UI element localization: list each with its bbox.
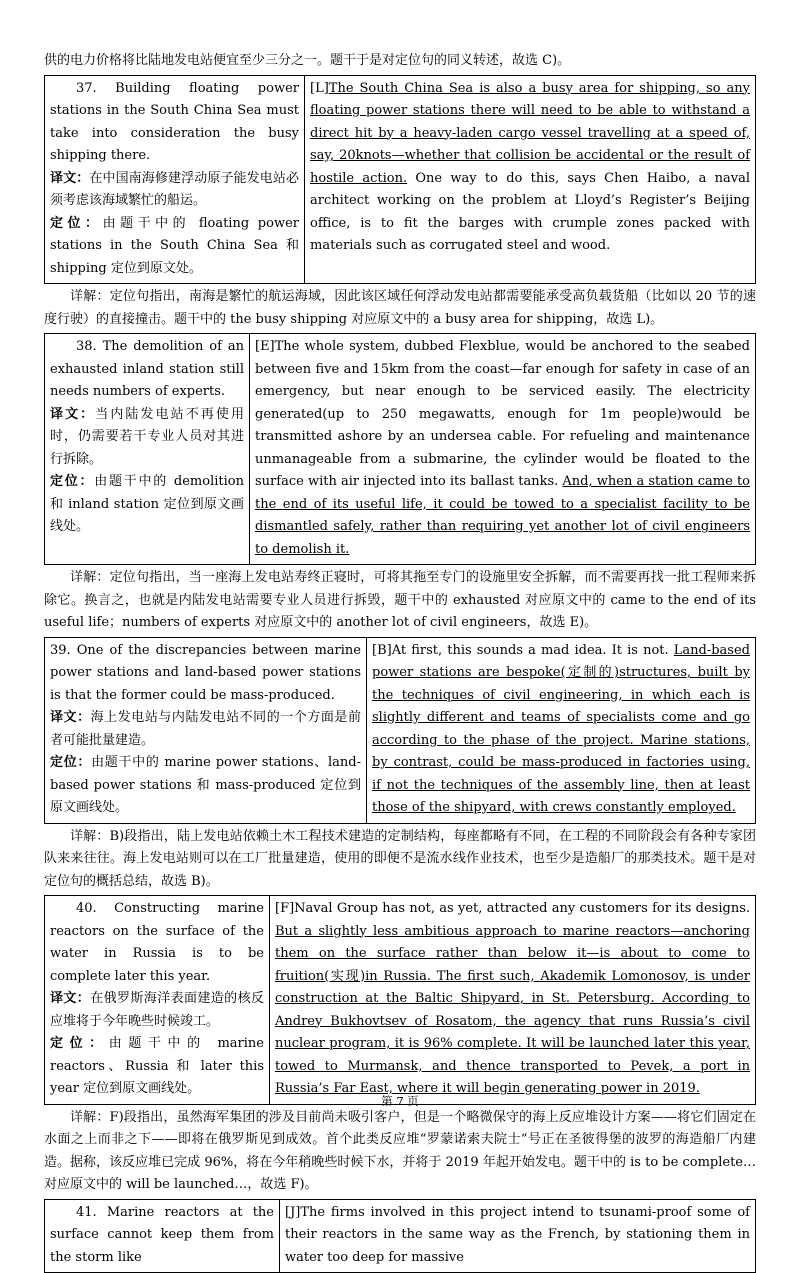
question-cell	[45, 334, 250, 565]
translation-label: 译文：	[50, 710, 91, 725]
passage-segment: [F]Naval Group has not, as yet, attracted any customers for its designs.	[275, 901, 750, 916]
question-cell	[45, 896, 270, 1105]
detail-paragraph	[44, 565, 756, 637]
location-line	[50, 471, 244, 539]
detail-text: 定位句指出，当一座海上发电站寿终正寝时，可将其拖至专门的设施里安全拆解，而不需要再找一批工程师来拆除它。换言之，也就是内陆发电站需要专业人员进行拆毁，题干中的 exhausted 对应原文中的 came to the end of its useful life；numbers of experts 对应原文中的 another lot of civil engineers，故选 E)。	[44, 570, 756, 630]
continued-paragraph: 供的电力价格将比陆地发电站便宜至少三分之一。题干于是对定位句的同义转述，故选 C)。	[44, 48, 756, 75]
passage-cell	[280, 1199, 756, 1273]
passage-segment: [J]The firms involved in this project intend to tsunami-proof some of their reactors in the same way as the French, by stationing them in water too deep for massive	[285, 1205, 750, 1265]
question-cell	[45, 75, 305, 284]
detail-label: 详解：	[70, 289, 110, 304]
question-table-38	[44, 333, 756, 565]
question-cell	[45, 1199, 280, 1273]
location-line	[50, 752, 361, 820]
translation-text: 海上发电站与内陆发电站不同的一个方面是前者可能批量建造。	[50, 710, 361, 748]
question-text: 37. Building floating power stations in the South China Sea must take into consideration the busy shipping there.	[50, 78, 299, 168]
translation-label: 译文：	[50, 991, 90, 1006]
passage-segment: [B]At first, this sounds a mad idea. It is not.	[372, 643, 674, 658]
detail-label: 详解：	[70, 829, 110, 844]
detail-paragraph	[44, 1105, 756, 1199]
passage-segment: One way to do this, says Chen Haibo, a naval architect working on the problem at Lloyd’s Register’s Beijing office, is to fit the barges with crumple zones packed with materials such as corrugated steel and wood.	[310, 171, 750, 254]
location-text: 由题干中的 marine power stations、land-based power stations 和 mass-produced 定位到原文画线处。	[50, 755, 361, 815]
passage-cell	[305, 75, 756, 284]
passage-segment: [L]	[310, 81, 329, 96]
detail-paragraph	[44, 284, 756, 333]
location-label: 定位：	[50, 755, 91, 770]
passage-cell	[270, 896, 756, 1105]
translation-text: 在中国南海修建浮动原子能发电站必须考虑该海域繁忙的船运。	[50, 171, 299, 209]
passage-underlined-segment: Land-based power stations are bespoke(定制的)structures, built by the techniques of civil engineering, in which each is slightly different and teams of specialists come and go according to the phase of the project. Marine stations, by contrast, could be mass-produced in factories using, if not the techniques of the assembly line, then at least those of the shipyard, with crews constantly employed.	[372, 643, 750, 816]
location-text: 由题干中的 marine reactors、Russia 和 later this year 定位到原文画线处。	[50, 1036, 264, 1096]
passage-underlined-segment: But a slightly less ambitious approach to marine reactors—anchoring them on the surface rather than below it—is about to come to fruition(实现)in Russia. The first such, Akademik Lomonosov, is under construction at the Baltic Shipyard, in St. Petersburg. According to Andrey Bukhovtsev of Rosatom, the agency that runs Russia’s civil nuclear program, it is 96% complete. It will be launched later this year, towed to Murmansk, and thence transported to Pevek, a port in Russia’s Far East, where it will begin generating power in 2019.	[275, 924, 750, 1097]
detail-text: 定位句指出，南海是繁忙的航运海域，因此该区域任何浮动发电站都需要能承受高负载货船（比如以 20 节的速度行驶）的直接撞击。题干中的 the busy shipping 对应原文中的 a busy area for shipping，故选 L)。	[44, 289, 756, 327]
page-number: 第 7 页	[0, 1090, 800, 1113]
passage-cell	[250, 334, 756, 565]
translation-line	[50, 168, 299, 213]
detail-label: 详解：	[70, 1110, 110, 1125]
location-text: 由题干中的 demolition 和 inland station 定位到原文画线处。	[50, 474, 244, 534]
translation-text: 在俄罗斯海洋表面建造的核反应堆将于今年晚些时候竣工。	[50, 991, 264, 1029]
question-table-37	[44, 75, 756, 285]
location-text: 由题干中的 floating power stations in the South China Sea 和 shipping 定位到原文处。	[50, 216, 299, 276]
detail-text: F)段指出，虽然海军集团的涉及目前尚未吸引客户，但是一个略微保守的海上反应堆设计方案——将它们固定在水面之上而非之下——即将在俄罗斯见到成效。首个此类反应堆“罗蒙诺索夫院士”号正在圣彼得堡的波罗的海造船厂内建造。据称，该反应堆已完成 96%，将在今年稍晚些时候下水，并将于 2019 年起开始发电。题干中的 is to be complete…对应原文中的 will be launched…，故选 F)。	[44, 1110, 756, 1193]
translation-label: 译文：	[50, 171, 89, 186]
translation-line	[50, 404, 244, 472]
question-table-41	[44, 1199, 756, 1273]
translation-line	[50, 988, 264, 1033]
question-text: 39. One of the discrepancies between marine power stations and land-based power stations is that the former could be mass-produced.	[50, 640, 361, 708]
location-label: 定位：	[50, 1036, 109, 1051]
detail-text: B)段指出，陆上发电站依赖土木工程技术建造的定制结构，每座都略有不同，在工程的不同阶段会有各种专家团队来来往往。海上发电站则可以在工厂批量建造，使用的即便不是流水线作业技术，也至少是造船厂的那类技术。题干是对定位句的概括总结，故选 B)。	[44, 829, 756, 889]
question-text: 40. Constructing marine reactors on the surface of the water in Russia is to be complete later this year.	[50, 898, 264, 988]
question-cell	[45, 637, 367, 823]
passage-cell	[367, 637, 756, 823]
translation-label: 译文：	[50, 407, 95, 422]
translation-text: 当内陆发电站不再使用时，仍需要若干专业人员对其进行拆除。	[50, 407, 244, 467]
question-table-40	[44, 895, 756, 1105]
question-text: 41. Marine reactors at the surface cannot keep them from the storm like	[50, 1202, 274, 1270]
passage-underlined-segment: The South China Sea is also a busy area for shipping, so any floating power stations there will need to be able to withstand a direct hit by a heavy-laden cargo vessel travelling at a speed of, say, 20knots—whether that collision be accidental or the result of hostile action.	[310, 81, 750, 186]
detail-label: 详解：	[70, 570, 110, 585]
location-label: 定位：	[50, 474, 94, 489]
question-text: 38. The demolition of an exhausted inland station still needs numbers of experts.	[50, 336, 244, 404]
location-line	[50, 213, 299, 281]
passage-underlined-segment: And, when a station came to the end of its useful life, it could be towed to a specialist facility to be dismantled safely, rather than requiring yet another lot of civil engineers to demolish it.	[255, 474, 750, 557]
translation-line	[50, 707, 361, 752]
question-table-39	[44, 637, 756, 824]
passage-segment: [E]The whole system, dubbed Flexblue, would be anchored to the seabed between five and 15km from the coast—far enough for safety in case of an emergency, but near enough to be serviced easily. The electricity generated(up to 250 megawatts, enough for 1m people)would be transmitted ashore by an undersea cable. For refueling and maintenance unmanageable from a submarine, the cylinder would be floated to the surface with air injected into its ballast tanks.	[255, 339, 750, 489]
detail-paragraph	[44, 824, 756, 896]
location-label: 定位：	[50, 216, 103, 231]
